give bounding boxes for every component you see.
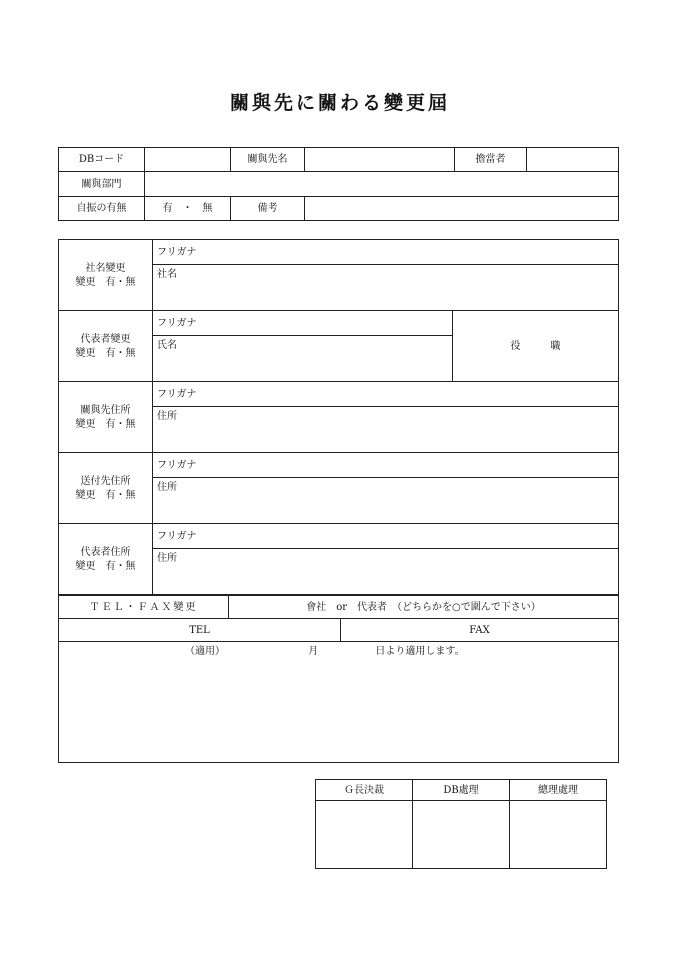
general-proc-label: 總理處理: [510, 780, 607, 801]
general-proc-stamp[interactable]: [510, 801, 607, 869]
db-proc-stamp[interactable]: [413, 801, 510, 869]
apply-month: 月: [308, 646, 319, 657]
company-name-field[interactable]: 社名: [153, 265, 619, 311]
rep-furigana[interactable]: フリガナ: [153, 311, 453, 336]
changes-table: [58, 239, 619, 595]
rep-addr-title: 代表者住所: [80, 546, 131, 558]
company-change-label: [59, 240, 153, 311]
fax-field[interactable]: FAX: [341, 619, 619, 642]
tel-field[interactable]: TEL: [59, 619, 341, 642]
company-change-flag[interactable]: 變更 有・無: [75, 276, 136, 288]
manager-field[interactable]: [527, 148, 619, 172]
apply-prefix: （適用）: [185, 646, 225, 657]
db-code-field[interactable]: [145, 148, 231, 172]
partner-name-label: 關與先名: [231, 148, 305, 172]
mail-addr-field[interactable]: 住所: [153, 478, 619, 524]
rep-position-field[interactable]: 役 職: [453, 311, 619, 382]
partner-addr-title: 關與先住所: [80, 404, 131, 416]
approval-table: [315, 779, 607, 869]
mail-addr-flag[interactable]: 變更 有・無: [75, 489, 136, 501]
rep-change-label: [59, 311, 153, 382]
company-change-title: 社名變更: [85, 262, 126, 274]
apply-suffix: 日より適用します。: [375, 646, 465, 657]
db-proc-label: DB處理: [413, 780, 510, 801]
apply-date-field[interactable]: [59, 642, 619, 763]
company-furigana[interactable]: フリガナ: [153, 240, 619, 265]
telfax-choice[interactable]: 會社 or 代表者 （どちらかを○で圍んで下さい）: [229, 596, 619, 619]
autopay-label: 自振の有無: [59, 197, 145, 221]
rep-addr-flag[interactable]: 變更 有・無: [75, 560, 136, 572]
partner-addr-furigana[interactable]: フリガナ: [153, 382, 619, 407]
rep-addr-furigana[interactable]: フリガナ: [153, 524, 619, 549]
rep-change-flag[interactable]: 變更 有・無: [75, 347, 136, 359]
db-code-label: DBコード: [59, 148, 145, 172]
mail-addr-furigana[interactable]: フリガナ: [153, 453, 619, 478]
autopay-options[interactable]: 有 ・ 無: [145, 197, 231, 221]
g-chief-label: Ｇ長決裁: [316, 780, 413, 801]
remarks-field[interactable]: [305, 197, 619, 221]
department-label: 關與部門: [59, 172, 145, 197]
rep-change-title: 代表者變更: [80, 333, 131, 345]
mail-addr-title: 送付先住所: [80, 475, 131, 487]
partner-addr-flag[interactable]: 變更 有・無: [75, 418, 136, 430]
partner-name-field[interactable]: [305, 148, 455, 172]
remarks-label: 備考: [231, 197, 305, 221]
rep-name-field[interactable]: 氏名: [153, 336, 453, 382]
rep-addr-change-label: [59, 524, 153, 595]
partner-addr-field[interactable]: 住所: [153, 407, 619, 453]
g-chief-stamp[interactable]: [316, 801, 413, 869]
department-field[interactable]: [145, 172, 619, 197]
mail-addr-change-label: [59, 453, 153, 524]
rep-addr-field[interactable]: 住所: [153, 549, 619, 595]
telfax-table: [58, 595, 619, 763]
page-title: 關與先に關わる變更屆: [229, 92, 450, 114]
manager-label: 擔當者: [455, 148, 527, 172]
header-table: [58, 147, 619, 221]
telfax-change-label: ＴＥＬ・ＦＡＸ變更: [59, 596, 229, 619]
partner-addr-change-label: [59, 382, 153, 453]
